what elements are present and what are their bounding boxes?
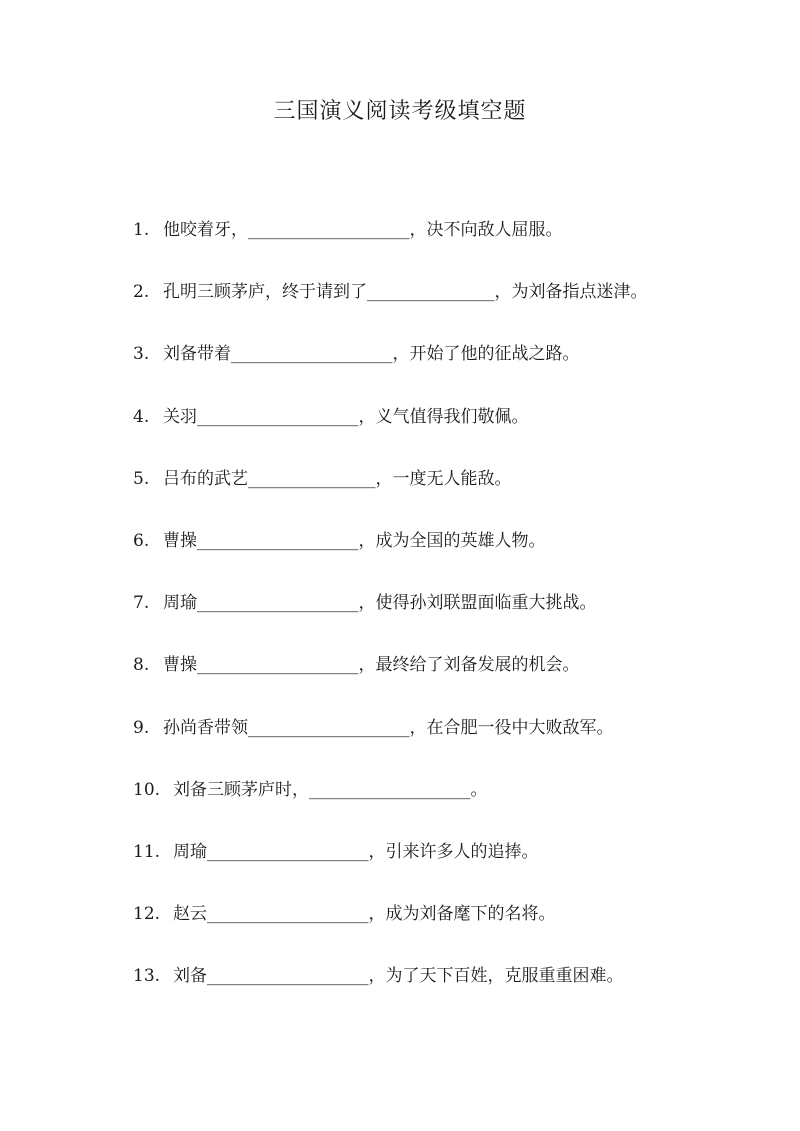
question-item	[133, 712, 773, 774]
question-text: 周瑜___________________，引来许多人的追捧。	[173, 841, 539, 862]
question-text: 吕布的武艺_______________，一度无人能敌。	[163, 468, 512, 489]
question-number: 8.	[133, 655, 150, 676]
question-text: 刘备___________________，为了天下百姓，克服重重困难。	[173, 966, 624, 987]
question-item	[133, 960, 773, 1022]
question-item	[133, 525, 773, 587]
question-item	[133, 401, 773, 463]
question-item	[133, 338, 773, 400]
question-text: 曹操___________________，成为全国的英雄人物。	[163, 530, 546, 551]
question-number: 9.	[133, 717, 150, 738]
question-number: 7.	[133, 593, 150, 614]
question-text: 刘备三顾茅庐时，___________________。	[173, 779, 488, 800]
question-number: 12.	[133, 904, 161, 925]
question-list	[133, 214, 773, 1022]
question-text: 周瑜___________________，使得孙刘联盟面临重大挑战。	[163, 593, 597, 614]
question-item	[133, 649, 773, 711]
question-text: 孙尚香带领___________________，在合肥一役中大败敌军。	[163, 717, 614, 738]
question-item	[133, 276, 773, 338]
question-item	[133, 836, 773, 898]
question-text: 孔明三顾茅庐，终于请到了_______________，为刘备指点迷津。	[163, 282, 648, 303]
question-number: 4.	[133, 406, 150, 427]
question-number: 5.	[133, 468, 150, 489]
question-text: 他咬着牙，___________________，决不向敌人屈服。	[163, 220, 563, 240]
question-text: 曹操___________________，最终给了刘备发展的机会。	[163, 655, 580, 676]
question-text: 刘备带着___________________，开始了他的征战之路。	[163, 344, 580, 365]
question-number: 6.	[133, 530, 150, 551]
question-number: 3.	[133, 344, 150, 365]
question-item	[133, 898, 773, 960]
question-number: 10.	[133, 779, 161, 800]
question-number: 13.	[133, 966, 161, 987]
question-text: 关羽___________________，义气值得我们敬佩。	[163, 406, 529, 427]
question-number: 11.	[133, 841, 161, 862]
question-number: 1.	[133, 220, 150, 240]
question-item	[133, 774, 773, 836]
question-item	[133, 587, 773, 649]
question-item	[133, 463, 773, 525]
question-text: 赵云___________________，成为刘备麾下的名将。	[173, 904, 556, 925]
question-item	[133, 214, 773, 276]
question-number: 2.	[133, 282, 150, 303]
page-title: 三国演义阅读考级填空题	[273, 99, 527, 124]
